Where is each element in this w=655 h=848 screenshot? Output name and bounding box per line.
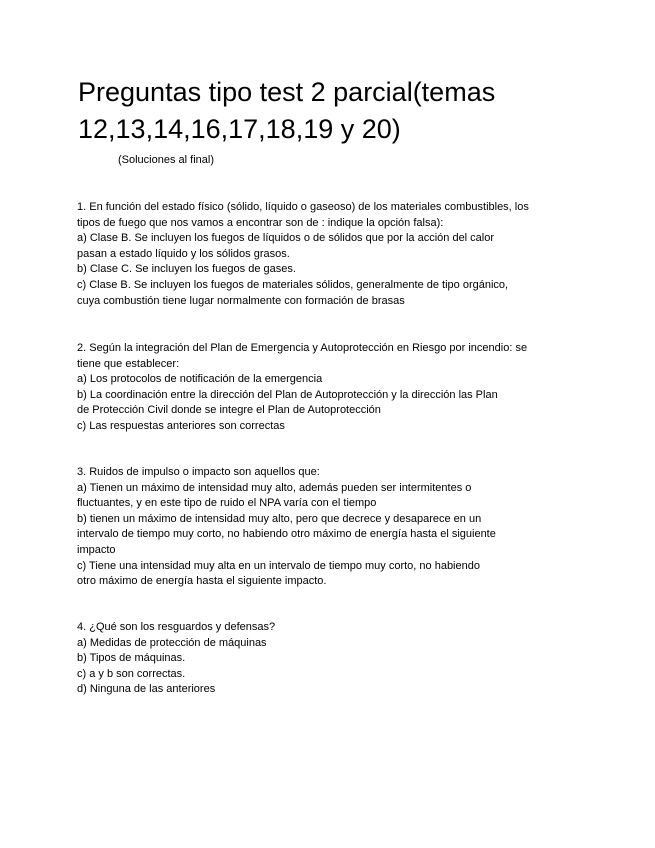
question-1-option-a-cont: pasan a estado líquido y los sólidos grasos. bbox=[77, 247, 290, 260]
question-1 bbox=[77, 200, 577, 309]
question-4-option-b: b) Tipos de máquinas. bbox=[77, 652, 186, 665]
page-title bbox=[78, 74, 638, 148]
question-2-option-b: b) La coordinación entre la dirección del Plan de Autoprotección y la dirección las Plan bbox=[77, 388, 498, 401]
question-1-option-b: b) Clase C. Se incluyen los fuegos de gases. bbox=[77, 263, 296, 276]
solutions-note: (Soluciones al final) bbox=[118, 154, 214, 166]
question-1-line: 1. En función del estado físico (sólido, líquido o gaseoso) de los materiales combustibles, los bbox=[77, 201, 529, 213]
question-4-line: 4. ¿Qué son los resguardos y defensas? bbox=[77, 621, 276, 633]
question-2-line: 2. Según la integración del Plan de Emergencia y Autoprotección en Riesgo por incendio: se bbox=[77, 342, 528, 354]
question-1-option-c-cont: cuya combustión tiene lugar normalmente con formación de brasas bbox=[77, 294, 405, 307]
question-2-option-b-cont: de Protección Civil donde se integre el Plan de Autoprotección bbox=[77, 404, 381, 417]
question-3-option-a-cont: fluctuantes, y en este tipo de ruido el NPA varía con el tiempo bbox=[77, 497, 377, 510]
question-3-option-c-cont: otro máximo de energía hasta el siguiente impacto. bbox=[77, 575, 327, 588]
title-line-1: Preguntas tipo test 2 parcial(temas bbox=[78, 77, 496, 107]
question-2-option-a: a) Los protocolos de notificación de la emergencia bbox=[77, 373, 323, 386]
question-1-option-a: a) Clase B. Se incluyen los fuegos de líquidos o de sólidos que por la acción del calor bbox=[77, 232, 495, 245]
question-4-option-c: c) a y b son correctas. bbox=[77, 667, 186, 680]
question-3-option-a: a) Tienen un máximo de intensidad muy alto, además pueden ser intermitentes o bbox=[77, 481, 472, 494]
question-3 bbox=[77, 465, 577, 590]
question-3-line: 3. Ruidos de impulso o impacto son aquellos que: bbox=[77, 466, 320, 478]
question-2-option-c: c) Las respuestas anteriores son correctas bbox=[77, 419, 285, 432]
question-1-line: tipos de fuego que nos vamos a encontrar son de : indique la opción falsa): bbox=[77, 216, 444, 229]
question-4 bbox=[77, 620, 577, 698]
question-1-option-c: c) Clase B. Se incluyen los fuegos de materiales sólidos, generalmente de tipo orgánico, bbox=[77, 278, 509, 291]
question-3-option-c: c) Tiene una intensidad muy alta en un intervalo de tiempo muy corto, no habiendo bbox=[77, 559, 480, 572]
question-3-option-b-cont: intervalo de tiempo muy corto, no habiendo otro máximo de energía hasta el siguiente bbox=[77, 528, 496, 541]
question-2-line: tiene que establecer: bbox=[77, 357, 180, 370]
title-line-2: 12,13,14,16,17,18,19 y 20) bbox=[78, 114, 401, 144]
question-4-option-d: d) Ninguna de las anteriores bbox=[77, 683, 216, 696]
question-4-option-a: a) Medidas de protección de máquinas bbox=[77, 636, 267, 649]
question-3-option-b-cont: impacto bbox=[77, 543, 116, 556]
question-2 bbox=[77, 341, 577, 435]
question-3-option-b: b) tienen un máximo de intensidad muy alto, pero que decrece y desaparece en un bbox=[77, 512, 482, 525]
